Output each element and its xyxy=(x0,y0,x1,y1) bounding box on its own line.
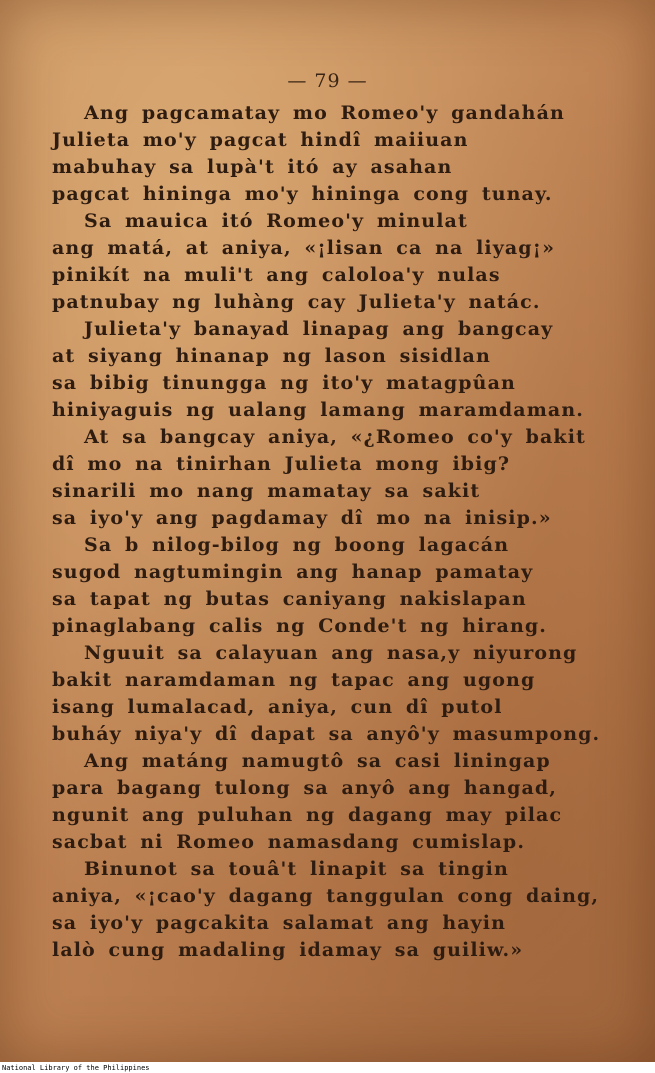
verse-line: para bagang tulong sa anyô ang hangad, xyxy=(52,777,557,799)
verse-line: sugod nagtumingin ang hanap pamatay xyxy=(52,561,534,583)
stanza-2 xyxy=(52,208,612,316)
stanza-4 xyxy=(52,424,612,532)
scan-credit: National Library of the Philippines xyxy=(2,1064,150,1072)
verse-line: Julieta mo'y pagcat hindî maiiuan xyxy=(52,129,469,151)
verse-line: pinikít na muli't ang caloloa'y nulas xyxy=(52,264,501,286)
verse-line: Sa mauica itó Romeo'y minulat xyxy=(84,210,468,232)
stanza-7 xyxy=(52,748,612,856)
verse-line: Ang matáng namugtô sa casi liningap xyxy=(84,750,551,772)
verse-line: patnubay ng luhàng cay Julieta'y natác. xyxy=(52,291,541,313)
verse-line: Binunot sa touâ't linapit sa tingin xyxy=(84,858,509,880)
verse-line: sacbat ni Romeo namasdang cumislap. xyxy=(52,831,526,853)
verse-line: isang lumalacad, aniya, cun dî putol xyxy=(52,696,503,718)
page-number: — 79 — xyxy=(287,70,368,92)
stanza-1 xyxy=(52,100,612,208)
verse-line: sinarili mo nang mamatay sa sakit xyxy=(52,480,481,502)
verse-line: Nguuit sa calayuan ang nasa,y niyurong xyxy=(84,642,578,664)
verse-line: dî mo na tinirhan Julieta mong ibig? xyxy=(52,453,511,475)
verse-line: lalò cung madaling idamay sa guiliw.» xyxy=(52,939,524,961)
verse-line: at siyang hinanap ng lason sisidlan xyxy=(52,345,491,367)
verse-line: Ang pagcamatay mo Romeo'y gandahán xyxy=(84,102,565,124)
verse-line: ang matá, at aniya, «¡lisan ca na liyag¡» xyxy=(52,237,556,259)
verse-line: Sa b nilog-bilog ng boong lagacán xyxy=(84,534,510,556)
stanza-6 xyxy=(52,640,612,748)
verse-line: sa bibig tinungga ng ito'y matagpûan xyxy=(52,372,516,394)
verse-line: At sa bangcay aniya, «¿Romeo co'y bakit xyxy=(84,426,586,448)
verse-line: hiniyaguis ng ualang lamang maramdaman. xyxy=(52,399,584,421)
poem-text xyxy=(52,100,612,964)
verse-line: Julieta'y banayad linapag ang bangcay xyxy=(84,318,554,340)
stanza-5 xyxy=(52,532,612,640)
verse-line: ngunit ang puluhan ng dagang may pilac xyxy=(52,804,563,826)
verse-line: buháy niya'y dî dapat sa anyô'y masumpong. xyxy=(52,723,601,745)
verse-line: sa tapat ng butas caniyang nakislapan xyxy=(52,588,527,610)
stanza-3 xyxy=(52,316,612,424)
verse-line: pinaglabang calis ng Conde't ng hirang. xyxy=(52,615,547,637)
verse-line: sa iyo'y ang pagdamay dî mo na inisip.» xyxy=(52,507,552,529)
verse-line: aniya, «¡cao'y dagang tanggulan cong daing, xyxy=(52,885,600,907)
verse-line: bakit naramdaman ng tapac ang ugong xyxy=(52,669,536,691)
verse-line: sa iyo'y pagcakita salamat ang hayin xyxy=(52,912,507,934)
stanza-8 xyxy=(52,856,612,964)
verse-line: pagcat hininga mo'y hininga cong tunay. xyxy=(52,183,553,205)
verse-line: mabuhay sa lupà't itó ay asahan xyxy=(52,156,453,178)
